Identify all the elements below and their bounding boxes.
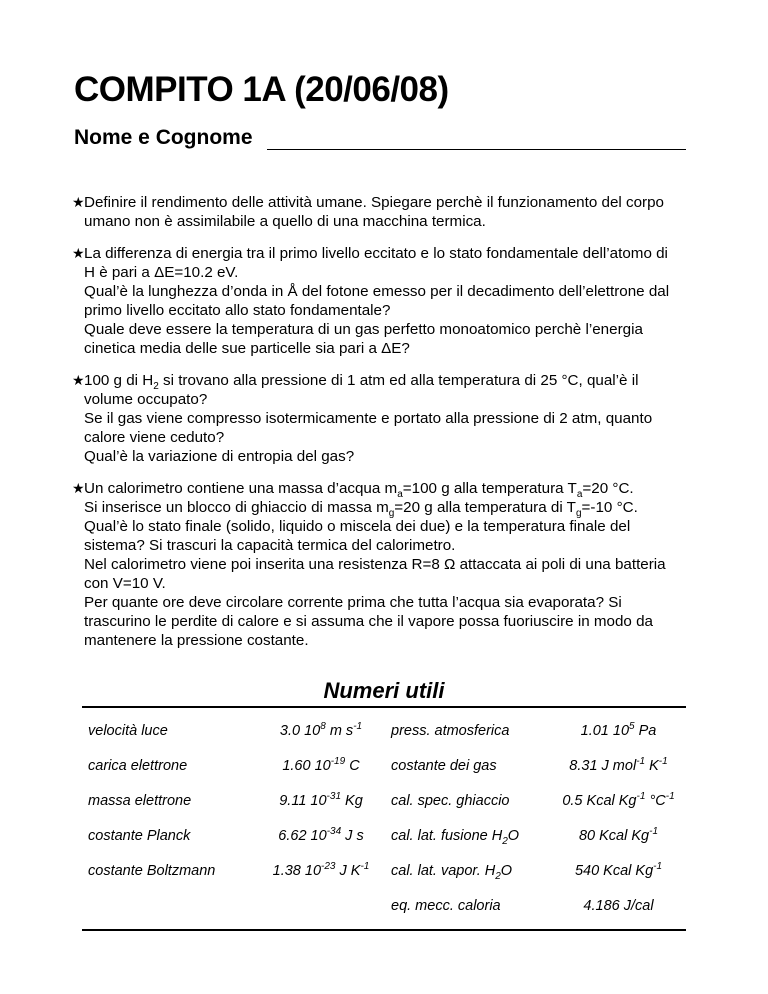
constant-name: press. atmosferica xyxy=(391,722,510,739)
question-line: Qual’è la lunghezza d’onda in Å del fotone emesso per il decadimento dell’elettrone dal xyxy=(84,283,670,300)
question-line: Per quante ore deve circolare corrente prima che tutta l’acqua sia evaporata? Si xyxy=(84,594,622,611)
constant-value: 6.62 $10^{-34}$ J s xyxy=(278,825,364,844)
question-list xyxy=(72,193,692,663)
star-bullet-icon: ★ xyxy=(72,372,85,388)
constants-title: Numeri utili xyxy=(323,678,445,703)
star-bullet-icon: ★ xyxy=(72,480,85,496)
star-bullet-icon: ★ xyxy=(72,194,85,210)
constant-name: velocità luce xyxy=(88,722,168,739)
question-line: con V=10 V. xyxy=(84,575,166,592)
constant-value: 8.31 J mol$^{-1}$ $K^{-1}$ xyxy=(569,755,668,774)
constant-value: 0.5 Kcal $Kg^{-1}$ $^\circ C^{-1}$ xyxy=(562,790,675,809)
question-2 xyxy=(72,244,692,358)
constant-value: 1.01 $10^5$ Pa xyxy=(580,720,657,739)
table-row xyxy=(82,748,686,783)
table-row xyxy=(82,888,686,923)
question-line: Se il gas viene compresso isotermicamente e portato alla pressione di 2 atm, quanto xyxy=(84,410,653,427)
constants-table xyxy=(82,706,686,931)
question-line: Un calorimetro contiene una massa d’acqua $m_a=100$ g alla temperatura $T_a=20$ °C. xyxy=(84,480,634,501)
question-line: 100 g di $H_2$ si trovano alla pressione di 1 atm ed alla temperatura di 25 °C, qual’è il xyxy=(84,372,639,393)
constant-value: 80 Kcal $Kg^{-1}$ xyxy=(578,825,659,844)
table-row xyxy=(82,783,686,818)
constant-name: cal. spec. ghiaccio xyxy=(391,792,510,809)
page-title: COMPITO 1A (20/06/08) xyxy=(74,70,449,109)
question-line: H è pari a ΔE=10.2 eV. xyxy=(84,264,239,281)
constant-name: cal. lat. vapor. $H_2O$ xyxy=(391,862,513,882)
question-line: cinetica media delle sue particelle sia pari a ΔE? xyxy=(84,340,410,357)
constant-name: costante dei gas xyxy=(391,757,497,774)
constant-value: 540 Kcal $Kg^{-1}$ xyxy=(574,860,663,879)
question-1 xyxy=(72,193,692,231)
question-3 xyxy=(72,371,692,466)
table-row xyxy=(82,853,686,888)
question-line: calore viene ceduto? xyxy=(84,429,225,446)
constant-value: 1.38 $10^{-23}$ J $K^{-1}$ xyxy=(272,860,370,879)
constant-value: 4.186 J/cal xyxy=(583,897,654,914)
star-bullet-icon: ★ xyxy=(72,245,85,261)
constant-name: costante Boltzmann xyxy=(88,862,216,879)
table-row xyxy=(82,713,686,748)
question-line: umano non è assimilabile a quello di una macchina termica. xyxy=(84,213,486,230)
question-line: Qual’è lo stato finale (solido, liquido o miscela dei due) e la temperatura finale del xyxy=(84,518,631,535)
constant-name: cal. lat. fusione $H_2O$ xyxy=(391,827,520,847)
constant-value: 3.0 $10^8$ m $s^{-1}$ xyxy=(279,720,363,739)
name-label: Nome e Cognome xyxy=(74,126,253,149)
question-line: trascurino le perdite di calore e si assuma che il vapore possa fuoriuscire in modo da xyxy=(84,613,653,630)
constant-value: 1.60 $10^{-19}$ C xyxy=(282,755,360,774)
question-line: Quale deve essere la temperatura di un gas perfetto monoatomico perchè l’energia xyxy=(84,321,643,338)
question-line: Nel calorimetro viene poi inserita una resistenza R=8 Ω attaccata ai poli di una batteria xyxy=(84,556,666,573)
question-line: Definire il rendimento delle attività umane. Spiegare perchè il funzionamento del corpo xyxy=(84,194,664,211)
question-line: sistema? Si trascuri la capacità termica del calorimetro. xyxy=(84,537,456,554)
constant-value: 9.11 $10^{-31}$ Kg xyxy=(279,790,363,809)
name-field-row xyxy=(74,126,686,150)
name-blank-line[interactable] xyxy=(267,129,686,150)
constant-name: costante Planck xyxy=(88,827,191,844)
constant-name: massa elettrone xyxy=(88,792,192,809)
question-4 xyxy=(72,479,692,650)
question-line: volume occupato? xyxy=(84,391,208,408)
question-line: primo livello eccitato allo stato fondamentale? xyxy=(84,302,391,319)
question-line: Qual’è la variazione di entropia del gas? xyxy=(84,448,355,465)
question-line: La differenza di energia tra il primo livello eccitato e lo stato fondamentale dell’atomo di xyxy=(84,245,668,262)
question-line: mantenere la pressione costante. xyxy=(84,632,309,649)
constant-name: carica elettrone xyxy=(88,757,188,774)
constant-name: eq. mecc. caloria xyxy=(391,897,501,914)
table-row xyxy=(82,818,686,853)
question-line: Si inserisce un blocco di ghiaccio di massa $m_g=20$ g alla temperatura di $T_g=-10$ °C. xyxy=(84,499,638,520)
